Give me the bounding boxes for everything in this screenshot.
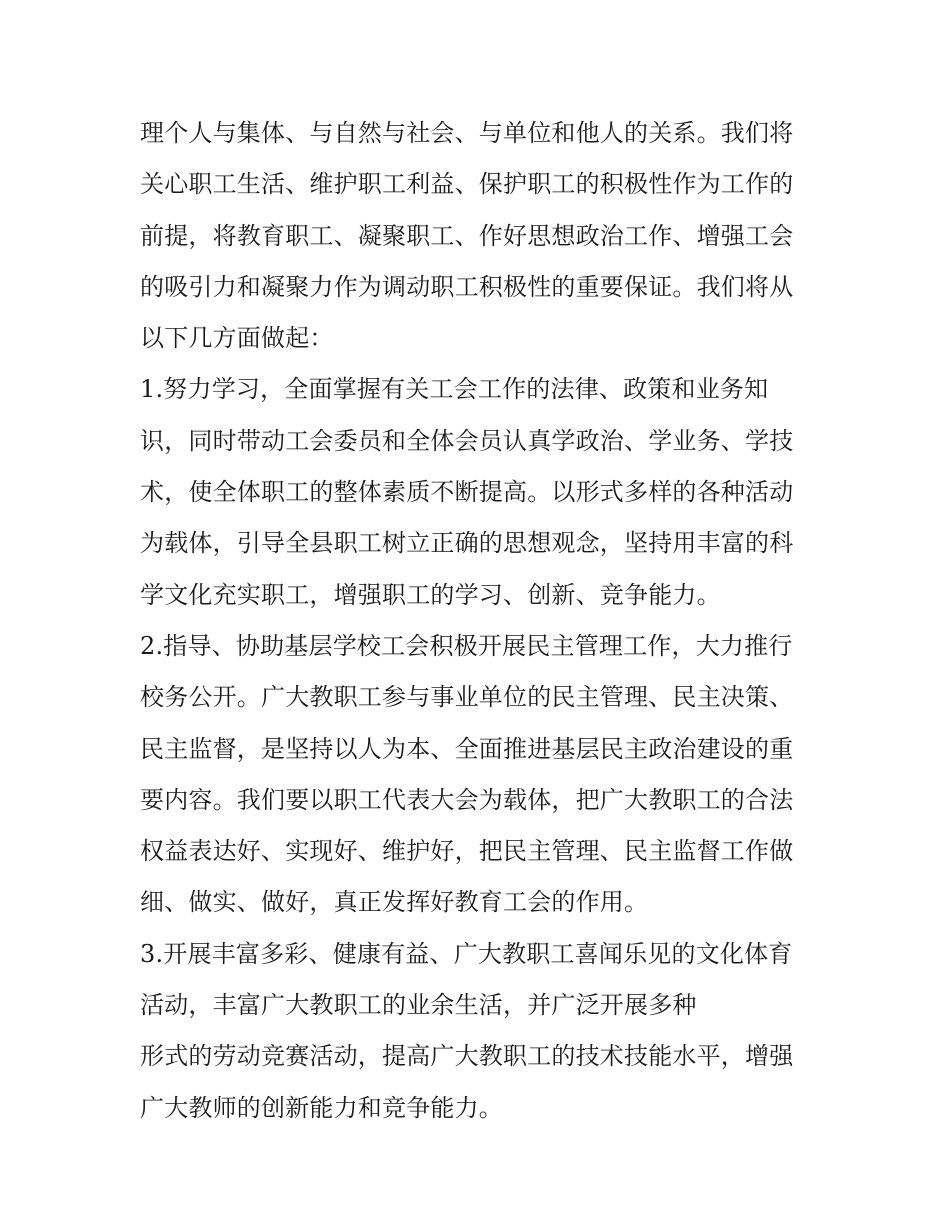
- text-line: 活动，丰富广大教职工的业余生活，并广泛开展多种: [140, 991, 697, 1020]
- list-item-2-line: 2.指导、协助基层学校工会积极开展民主管理工作，大力推行: [140, 631, 793, 660]
- text-line: 要内容。我们要以职工代表大会为载体，把广大教职工的合法: [140, 785, 794, 814]
- text-line: 广大教师的创新能力和竞争能力。: [140, 1093, 503, 1122]
- text-line: 理个人与集体、与自然与社会、与单位和他人的关系。我们将: [140, 119, 794, 147]
- text-line: 细、做实、做好，真正发挥好教育工会的作用。: [140, 888, 649, 917]
- text-line: 校务公开。广大教职工参与事业单位的民主管理、民主决策、: [140, 683, 794, 712]
- text-line: 学文化充实职工，增强职工的学习、创新、竞争能力。: [140, 580, 721, 609]
- text-line: 的吸引力和凝聚力作为调动职工积极性的重要保证。我们将从: [140, 272, 794, 301]
- text-line: 识，同时带动工会委员和全体会员认真学政治、学业务、学技: [140, 426, 794, 455]
- text-line: 以下几方面做起：: [140, 324, 334, 353]
- text-line: 术，使全体职工的整体素质不断提高。以形式多样的各种活动: [140, 478, 794, 507]
- text-line: 形式的劳动竞赛活动，提高广大教职工的技术技能水平，增强: [140, 1042, 794, 1071]
- text-line: 关心职工生活、维护职工利益、保护职工的积极性作为工作的: [140, 170, 794, 199]
- list-item-3-line: 3.开展丰富多彩、健康有益、广大教职工喜闻乐见的文化体育: [140, 939, 793, 968]
- text-line: 为载体，引导全县职工树立正确的思想观念，坚持用丰富的科: [140, 529, 794, 558]
- document-body: [140, 108, 830, 1134]
- list-item-1-line: 1.努力学习，全面掌握有关工会工作的法律、政策和业务知: [140, 375, 769, 404]
- text-line: 权益表达好、实现好、维护好，把民主管理、民主监督工作做: [140, 837, 794, 866]
- text-line: 民主监督，是坚持以人为本、全面推进基层民主政治建设的重: [140, 734, 794, 763]
- text-line: 前提，将教育职工、凝聚职工、作好思想政治工作、增强工会: [140, 221, 794, 250]
